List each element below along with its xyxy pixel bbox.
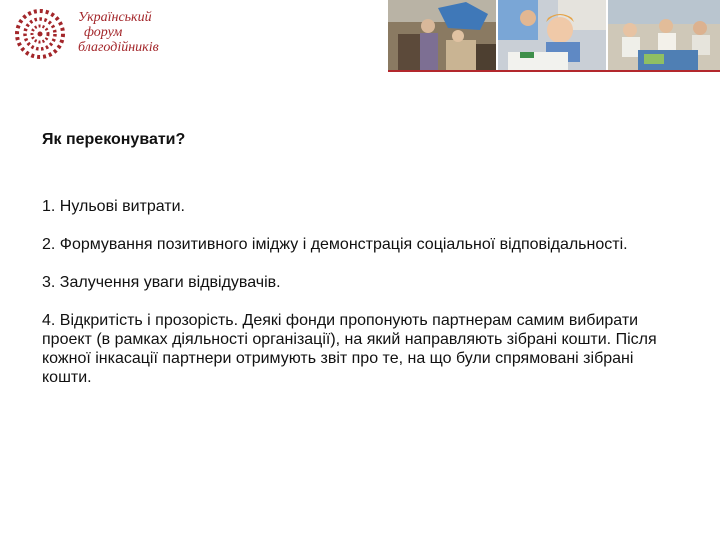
photo-market: [388, 0, 496, 70]
slide-content: [42, 130, 682, 406]
list-item: 3. Залучення уваги відвідувачів.: [42, 274, 281, 291]
slide-title: Як переконувати?: [42, 131, 186, 148]
list-item: 2. Формування позитивного іміджу і демонстрація соціальної відповідальності.: [42, 236, 628, 253]
header-divider: [388, 70, 720, 72]
photo-children-drawing: [498, 0, 606, 70]
org-name-line: форум: [84, 25, 123, 40]
org-name-line: Український: [78, 10, 152, 25]
header: [0, 0, 720, 72]
list-item: 4. Відкритість і прозорість. Деякі фонди пропонують партнерам самим вибирати проект (в рамках діяльності організації), на який направляють зібрані кошти. Після кожної інкасації партнери отримують звіт про те, на що були спрямовані зібрані кошти.: [42, 312, 657, 386]
list-item: 1. Нульові витрати.: [42, 198, 185, 215]
org-name-line: благодійників: [78, 40, 159, 55]
forum-logo-icon: [14, 8, 66, 60]
photo-classroom: [608, 0, 720, 70]
org-name: [78, 10, 159, 55]
